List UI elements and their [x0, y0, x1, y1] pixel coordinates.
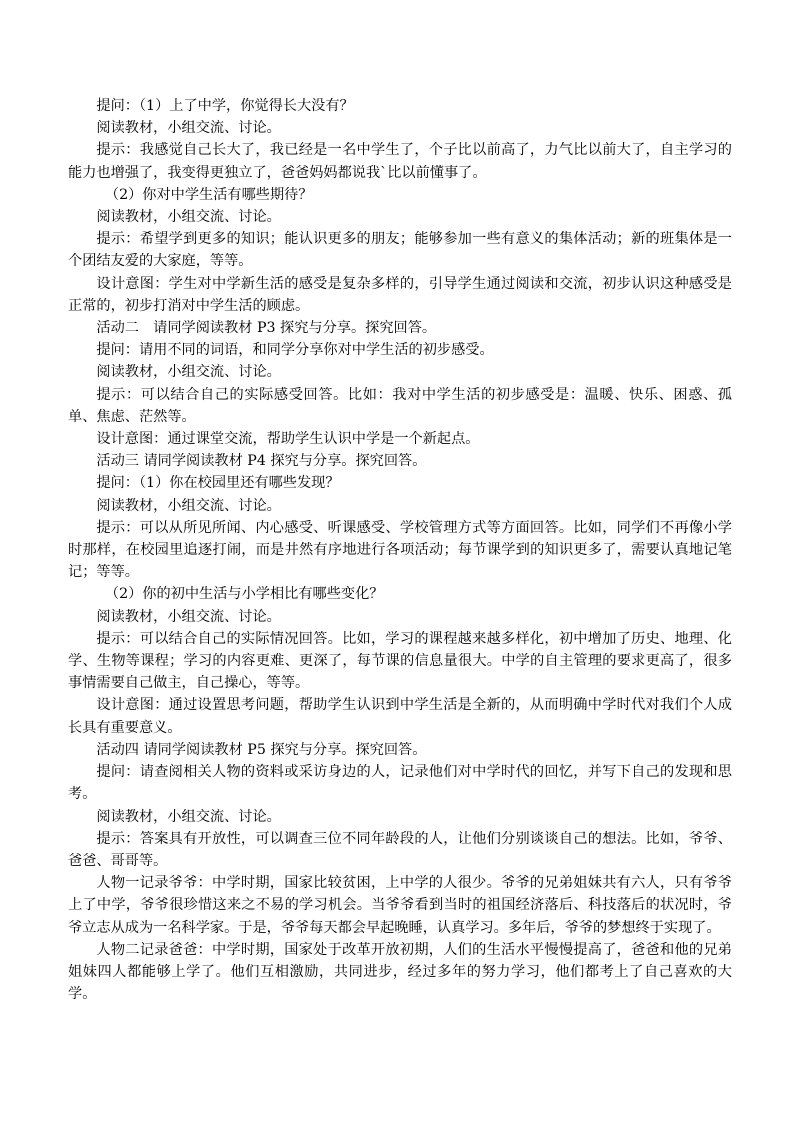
question-paragraph: 提问：（1）上了中学，你觉得长大没有？ — [96, 98, 354, 114]
design-intent-paragraph: 设计意图：学生对中学新生活的感受是复杂多样的，引导学生通过阅读和交流，初步认识这种感受是正常的，初步打消对中学生活的顾虑。 — [68, 275, 732, 314]
hint-paragraph: 提示：可以从所见所闻、内心感受、听课感受、学校管理方式等方面回答。比如，同学们不再像小学时那样，在校园里追逐打闹，而是井然有序地进行各项活动；每节课学到的知识更多了，需要认真地记笔记；等等。 — [68, 519, 732, 581]
person-record-paragraph: 人物二记录爸爸：中学时期，国家处于改革开放初期，人们的生活水平慢慢提高了，爸爸和他的兄弟姐妹四人都能够上学了。他们互相激励，共同进步，经过多年的努力学习，他们都考上了自己喜欢的大学。 — [68, 941, 732, 1003]
hint-paragraph: 提示：可以结合自己的实际感受回答。比如：我对中学生活的初步感受是：温暖、快乐、困惑、孤单、焦虑、茫然等。 — [68, 386, 732, 425]
hint-paragraph: 提示：我感觉自己长大了，我已经是一名中学生了，个子比以前高了，力气比以前大了，自主学习的能力也增强了，我变得更独立了，爸爸妈妈都说我`比以前懂事了。 — [68, 142, 732, 181]
hint-paragraph: 提示：希望学到更多的知识；能认识更多的朋友；能够参加一些有意义的集体活动；新的班集体是一个团结友爱的大家庭，等等。 — [68, 231, 732, 270]
hint-paragraph: 提示：答案具有开放性，可以调查三位不同年龄段的人，让他们分别谈谈自己的想法。比如，爷爷、爸爸、哥哥等。 — [68, 830, 732, 869]
activity-heading: 活动四 请同学阅读教材 P5 探究与分享。探究回答。 — [96, 741, 427, 758]
question-paragraph: （2）你的初中生活与小学相比有哪些变化？ — [104, 586, 384, 603]
question-paragraph: 提问：请用不同的词语，和同学分享你对中学生活的初步感受。 — [96, 342, 494, 359]
reading-instruction: 阅读教材，小组交流、讨论。 — [96, 364, 281, 381]
activity-heading: 活动三 请同学阅读教材 P4 探究与分享。探究回答。 — [96, 453, 427, 470]
activity-heading: 活动二 请同学阅读教材 P3 探究与分享。探究回答。 — [96, 320, 437, 337]
person-record-paragraph: 人物一记录爷爷：中学时期，国家比较贫困，上中学的人很少。爷爷的兄弟姐妹共有六人，只有爷爷上了中学，爷爷很珍惜这来之不易的学习机会。当爷爷看到当时的祖国经济落后、科技落后的状况时，爷爷立志从成为一名科学家。于是，爷爷每天都会早起晚睡，认真学习。多年后，爷爷的梦想终于实现了。 — [68, 875, 732, 936]
reading-instruction: 阅读教材，小组交流、讨论。 — [96, 120, 281, 137]
question-paragraph: 提问：（1）你在校园里还有哪些发现？ — [96, 475, 340, 492]
reading-instruction: 阅读教材，小组交流、讨论。 — [96, 608, 281, 625]
design-intent-paragraph: 设计意图：通过设置思考问题，帮助学生认识到中学生活是全新的，从而明确中学时代对我们个人成长具有重要意义。 — [68, 697, 732, 736]
question-paragraph: 提问：请查阅相关人物的资料或采访身边的人，记录他们对中学时代的回忆，并写下自己的发现和思考。 — [68, 764, 732, 803]
document-body — [68, 95, 732, 1005]
reading-instruction: 阅读教材，小组交流、讨论。 — [96, 209, 281, 226]
design-intent-paragraph: 设计意图：通过课堂交流，帮助学生认识中学是一个新起点。 — [96, 431, 480, 448]
reading-instruction: 阅读教材，小组交流、讨论。 — [96, 497, 281, 514]
reading-instruction: 阅读教材，小组交流、讨论。 — [96, 808, 281, 825]
hint-paragraph: 提示：可以结合自己的实际情况回答。比如，学习的课程越来越多样化，初中增加了历史、地理、化学、生物等课程；学习的内容更难、更深了，每节课的信息量很大。中学的自主管理的要求更高了，很多事情需要自己做主，自己操心，等等。 — [68, 630, 732, 692]
question-paragraph: （2）你对中学生活有哪些期待？ — [104, 186, 313, 203]
